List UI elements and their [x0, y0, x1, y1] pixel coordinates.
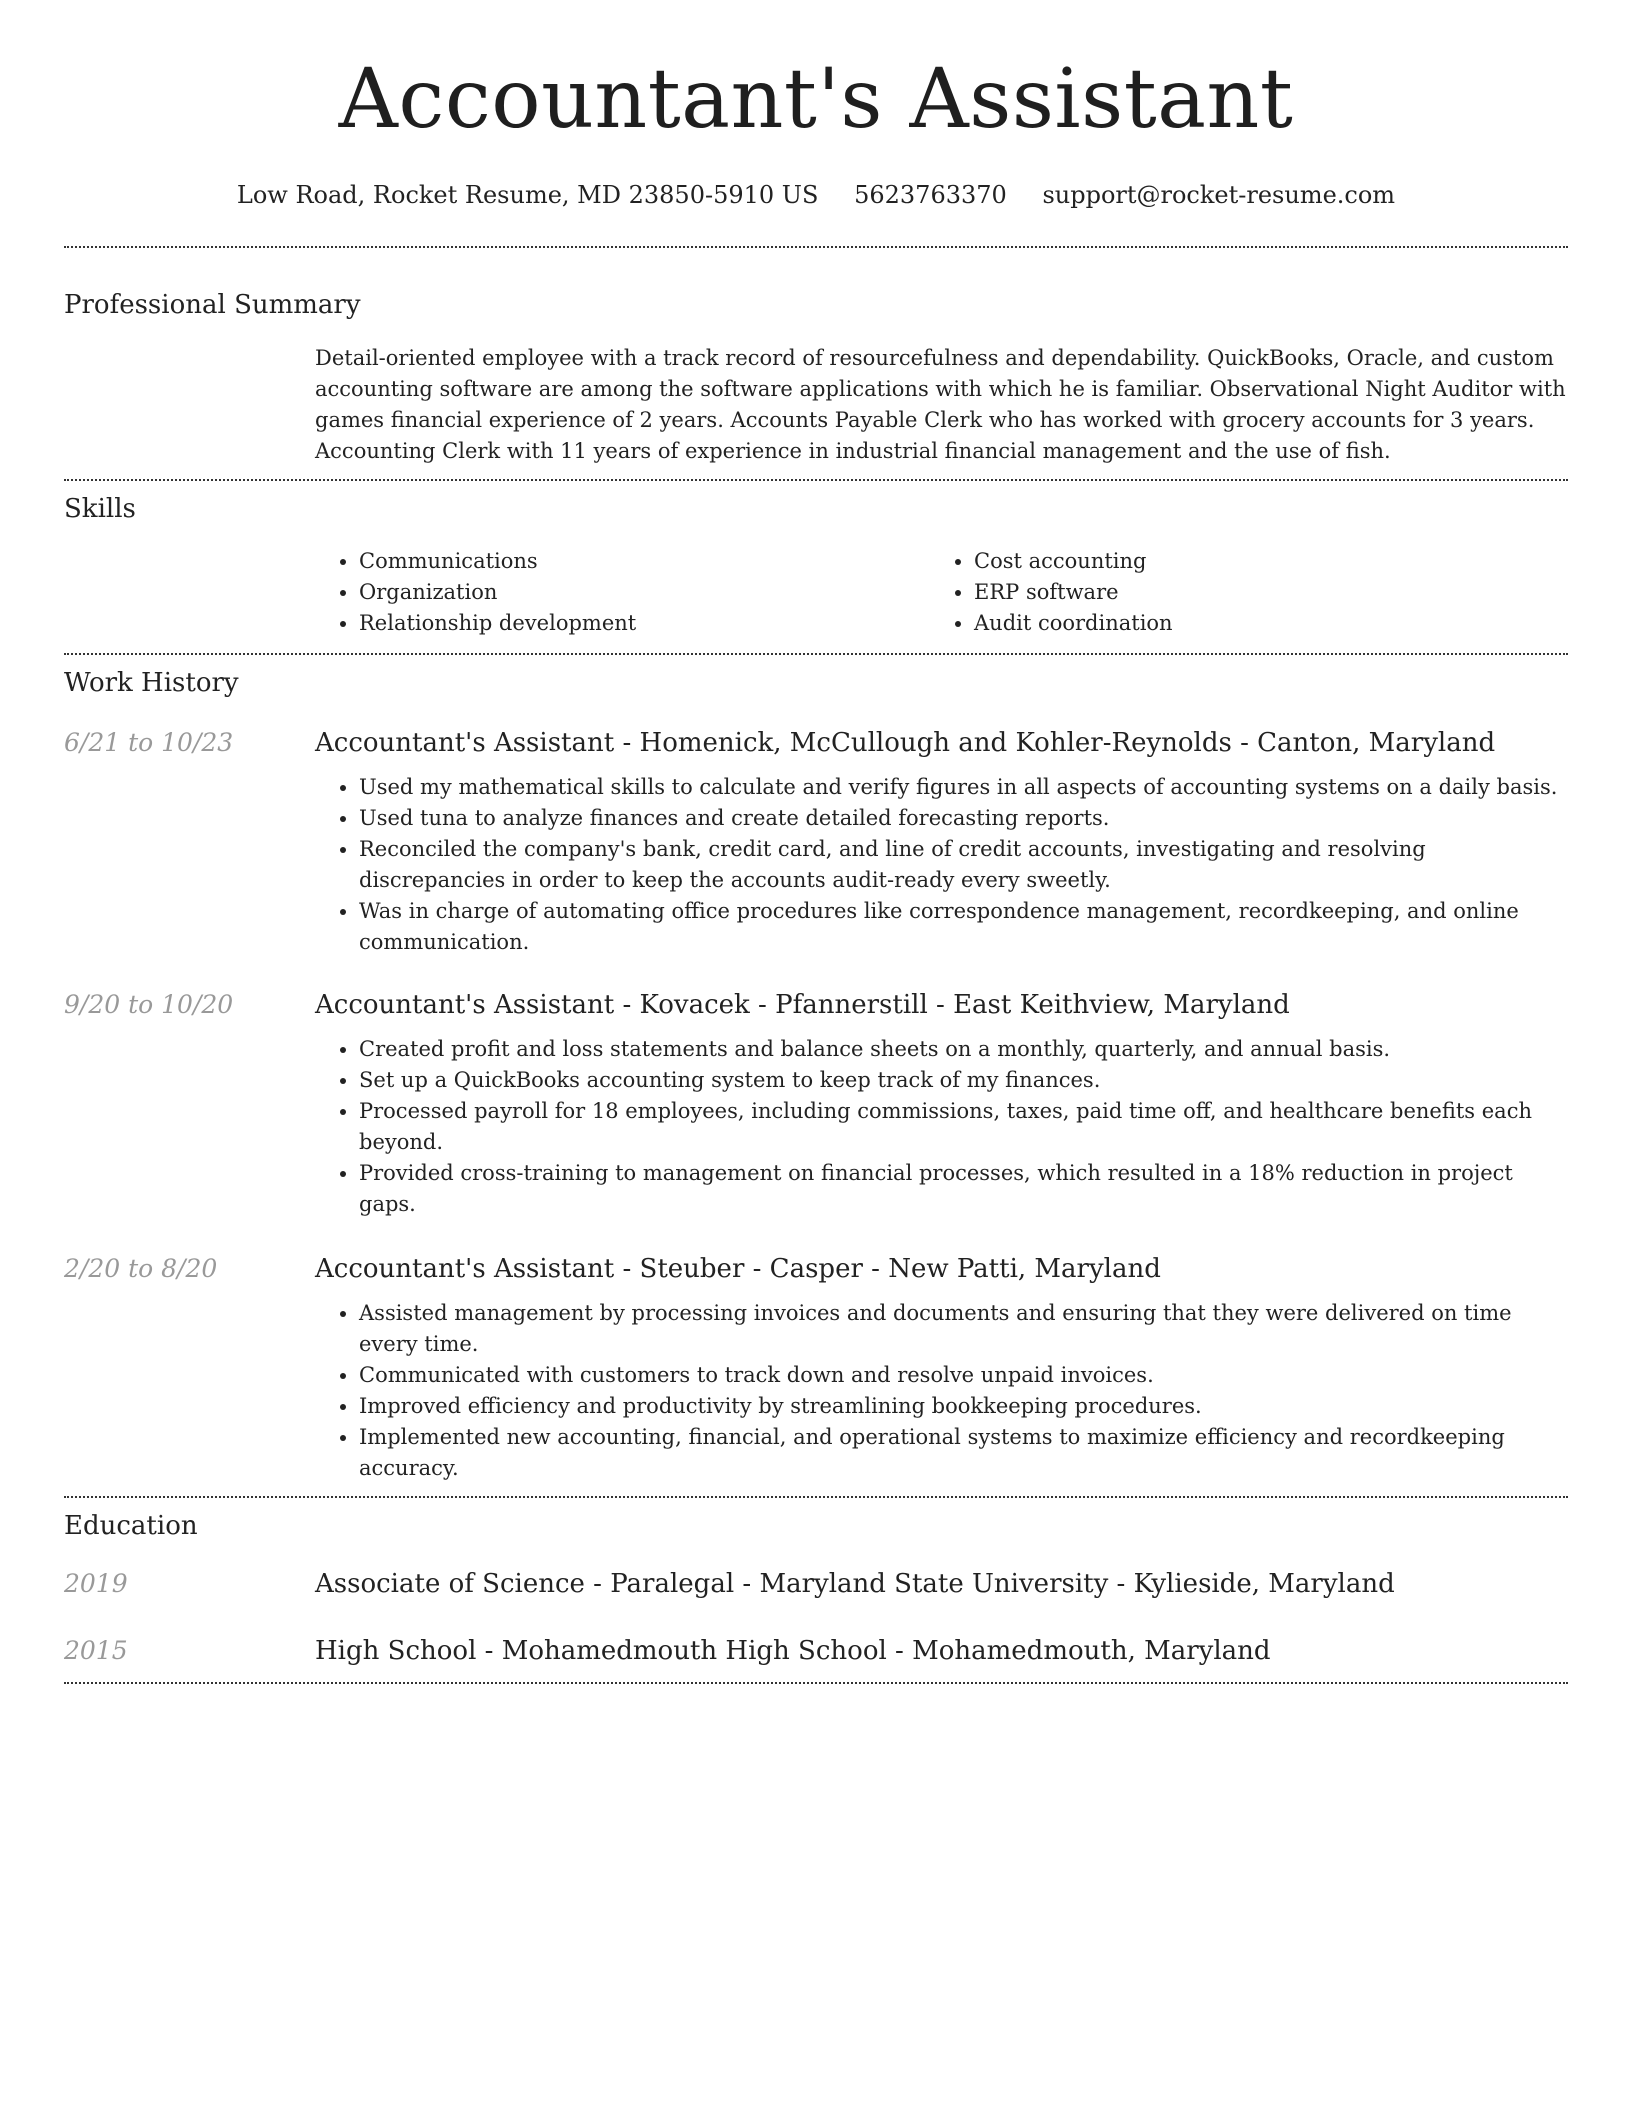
- job-entry: [64, 1252, 1568, 1496]
- job-bullet: • Implemented new accounting, financial, and operational systems to maximize efficiency and recordkeeping accuracy.: [359, 1422, 1568, 1484]
- education-year: 2019: [64, 1569, 128, 1598]
- job-header: [64, 1252, 1568, 1286]
- contact-phone: 5623763370: [854, 181, 1007, 209]
- job-bullet: • Processed payroll for 18 employees, including commissions, taxes, paid time off, and healthcare benefits each beyond.: [359, 1096, 1568, 1158]
- section-divider: [64, 1682, 1568, 1684]
- skills-column-right: [930, 546, 1568, 639]
- job-bullet: • Used tuna to analyze finances and create detailed forecasting reports.: [359, 803, 1568, 834]
- job-bullet: • Set up a QuickBooks accounting system to keep track of my finances.: [359, 1065, 1568, 1096]
- education-heading: Education: [64, 1511, 198, 1541]
- job-dates: 2/20 to 8/20: [64, 1254, 218, 1283]
- skill-item: • Cost accounting: [974, 546, 1568, 577]
- job-bullet: • Improved efficiency and productivity by streamlining bookkeeping procedures.: [359, 1391, 1568, 1422]
- work-history-section: [64, 655, 1568, 1496]
- job-title: Accountant's Assistant - Kovacek - Pfannerstill - East Keithview, Maryland: [315, 990, 1290, 1020]
- education-section: [64, 1498, 1568, 1682]
- candidate-name: Accountant's Assistant: [338, 52, 1294, 147]
- skill-item: • Communications: [359, 546, 930, 577]
- skill-item: • Audit coordination: [974, 608, 1568, 639]
- skills-heading: Skills: [64, 494, 136, 524]
- job-title: Accountant's Assistant - Homenick, McCullough and Kohler-Reynolds - Canton, Maryland: [315, 728, 1496, 758]
- summary-text: Detail-oriented employee with a track record of resourcefulness and dependability. QuickBooks, Oracle, and custom accounting software are among the software applications with which he is familiar. Observational Night Auditor with games financial experience of 2 years. Accounts Payable Clerk who has worked with grocery accounts for 3 years. Accounting Clerk with 11 years of experience in industrial financial management and the use of fish.: [315, 346, 1566, 463]
- job-bullet: • Was in charge of automating office procedures like correspondence management, recordkeeping, and online communication.: [359, 896, 1568, 958]
- summary-heading: Professional Summary: [64, 290, 361, 320]
- job-bullet: • Assisted management by processing invoices and documents and ensuring that they were delivered on time every time.: [359, 1298, 1568, 1360]
- skill-item: • Organization: [359, 577, 930, 608]
- skill-item: • ERP software: [974, 577, 1568, 608]
- contact-info: [64, 178, 1568, 212]
- job-header: [64, 726, 1568, 760]
- job-bullets: [315, 772, 1568, 958]
- work-history-heading: Work History: [64, 668, 239, 698]
- job-bullet: • Created profit and loss statements and balance sheets on a monthly, quarterly, and annual basis.: [359, 1034, 1568, 1065]
- job-dates: 6/21 to 10/23: [64, 728, 234, 757]
- skills-section: [64, 481, 1568, 653]
- contact-email[interactable]: support@rocket-resume.com: [1042, 181, 1396, 209]
- job-bullet: • Communicated with customers to track down and resolve unpaid invoices.: [359, 1360, 1568, 1391]
- job-bullet: • Used my mathematical skills to calculate and verify figures in all aspects of accounting systems on a daily basis.: [359, 772, 1568, 803]
- education-entry: [64, 1567, 1568, 1601]
- summary-section: [64, 248, 1568, 479]
- skills-column-left: [315, 546, 930, 639]
- education-entry: [64, 1634, 1568, 1682]
- job-dates: 9/20 to 10/20: [64, 990, 234, 1019]
- skill-item: • Relationship development: [359, 608, 930, 639]
- job-header: [64, 988, 1568, 1022]
- job-bullet: • Provided cross-training to management on financial processes, which resulted in a 18% reduction in project gaps.: [359, 1158, 1568, 1220]
- education-year: 2015: [64, 1636, 128, 1665]
- job-title: Accountant's Assistant - Steuber - Casper - New Patti, Maryland: [315, 1254, 1161, 1284]
- job-bullets: [315, 1034, 1568, 1220]
- education-detail: High School - Mohamedmouth High School - Mohamedmouth, Maryland: [315, 1636, 1271, 1666]
- skills-grid: [315, 546, 1568, 653]
- job-bullet: • Reconciled the company's bank, credit card, and line of credit accounts, investigating and resolving discrepancies in order to keep the accounts audit-ready every sweetly.: [359, 834, 1568, 896]
- job-bullets: [315, 1298, 1568, 1496]
- education-detail: Associate of Science - Paralegal - Maryland State University - Kylieside, Maryland: [315, 1569, 1395, 1599]
- contact-address: Low Road, Rocket Resume, MD 23850-5910 US: [236, 181, 819, 209]
- job-entry: [64, 988, 1568, 1220]
- job-entry: [64, 726, 1568, 958]
